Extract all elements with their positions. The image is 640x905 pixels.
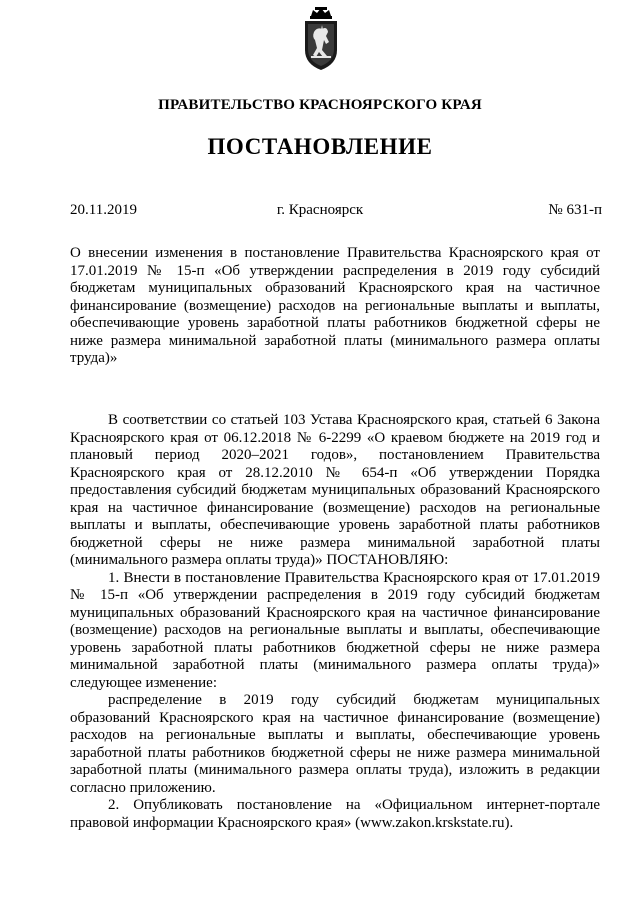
document-city: г. Красноярск (276, 202, 364, 218)
preamble-paragraph: В соответствии со статьей 103 Устава Красноярского края, статьей 6 Закона Красноярского края от 06.12.2018 № 6-2299 «О краевом бюджете на 2019 год и плановый период 2020–2021 годов», постановлением Правительства Красноярского края от 28.12.2010 № 654-п «Об утверждении Порядка предоставления субсидий бюджетам муниципальных образований Красноярского края на частичное финансирование (возмещение) расходов на региональные выплаты и выплаты, обеспечивающие уровень заработной платы работников бюджетной сферы не ниже размера минимальной заработной платы (минимального размера оплаты труда)» ПОСТАНОВЛЯЮ: (70, 412, 600, 568)
item-1-paragraph: 1. Внести в постановление Правительства Красноярского края от 17.01.2019 № 15-п «Об утверждении распределения в 2019 году субсидий бюджетам муниципальных образований Красноярского края на частичное финансирование (возмещение) расходов на региональные выплаты и выплаты, обеспечивающие уровень заработной платы работников бюджетной сферы не ниже размера минимальной заработной платы (минимального размера оплаты труда)» следующее изменение: (70, 569, 600, 691)
document-body (70, 412, 600, 832)
document-number: № 631-п (548, 202, 602, 218)
item-1-detail-paragraph: распределение в 2019 году субсидий бюджетам муниципальных образований Красноярского края на частичное финансирование (возмещение) расходов на региональные выплаты и выплаты, обеспечивающие уровень заработной платы работников бюджетной сферы не ниже размера минимальной заработной платы (минимального размера оплаты труда), изложить в редакции согласно приложению. (70, 692, 600, 796)
coat-of-arms-icon (301, 6, 341, 72)
document-date: 20.11.2019 (70, 202, 137, 218)
government-name: ПРАВИТЕЛЬСТВО КРАСНОЯРСКОГО КРАЯ (158, 97, 482, 113)
document-type-title: ПОСТАНОВЛЕНИЕ (207, 134, 433, 159)
document-subject: О внесении изменения в постановление Правительства Красноярского края от 17.01.2019 № 15-п «Об утверждении распределения в 2019 году субсидий бюджетам муниципальных образований Красноярского края на частичное финансирование (возмещение) расходов на региональные выплаты и выплаты, обеспечивающие уровень заработной платы работников бюджетной сферы не ниже размера минимальной заработной платы (минимального размера оплаты труда)» (70, 245, 600, 366)
item-2-paragraph: 2. Опубликовать постановление на «Официальном интернет-портале правовой информации Красноярского края» (www.zakon.krskstate.ru). (70, 797, 600, 831)
